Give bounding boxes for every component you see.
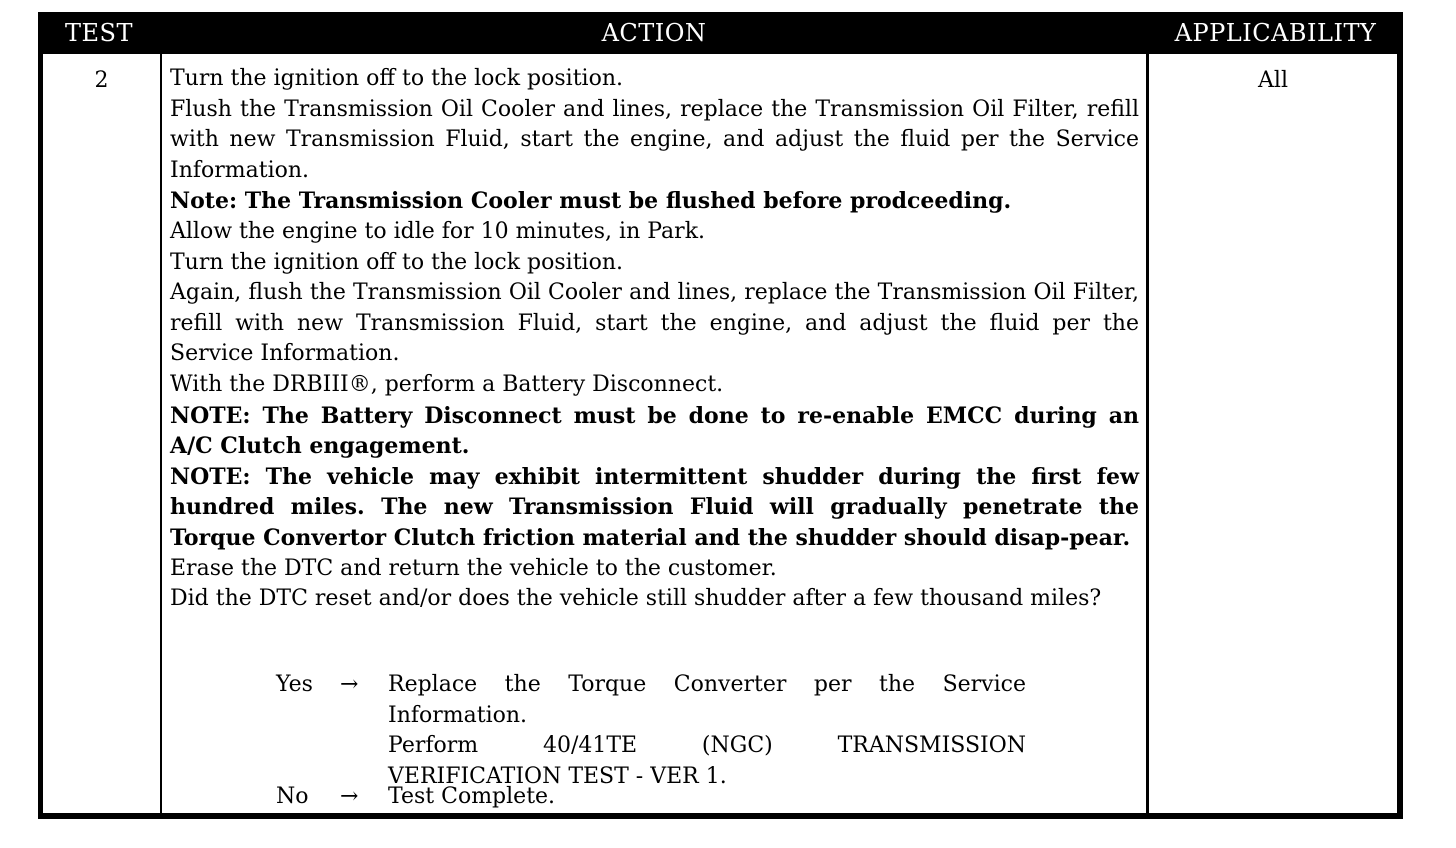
action-step: Note: The Transmission Cooler must be flushed before prodceeding. [170,188,1012,215]
action-step: Turn the ignition off to the lock position. [170,66,623,91]
result-yes-arrow-icon: → [340,672,359,697]
test-table [38,12,1403,819]
result-no-label: No [276,784,309,809]
action-step: With the DRBIII®, perform a Battery Disconnect. [170,371,724,397]
test-number: 2 [94,68,109,93]
action-step: NOTE: The vehicle may exhibit intermittent shudder during the first few hundred miles. The new Transmission Fluid will gradually penetrate the Torque Convertor Clutch friction material and the shudder should disap-pear. [170,463,1139,551]
applicability-value: All [1258,68,1288,93]
result-yes-label: Yes [276,672,313,697]
applicability-cell [1149,54,1397,813]
action-step: Erase the DTC and return the vehicle to the customer. [170,555,777,581]
header-action: ACTION [601,19,707,47]
result-yes [276,670,1036,789]
result-no-text [388,782,1026,813]
action-step: Turn the ignition off to the lock position. [170,249,623,275]
header-applicability: APPLICABILITY [1174,19,1377,47]
action-step: Again, flush the Transmission Oil Cooler and lines, replace the Transmission Oil Filter, refill with new Transmission Fluid, start the engine, and adjust the fluid per the Service Information. [170,280,1139,367]
result-no-arrow-icon: → [340,784,359,809]
result-no-line: Test Complete. [388,784,556,809]
action-cell [162,54,1146,813]
test-cell [43,54,160,813]
action-step: Flush the Transmission Oil Cooler and lines, replace the Transmission Oil Filter, refill with new Transmission Fluid, start the engine, and adjust the fluid per the Service Information. [170,96,1139,183]
action-steps [170,64,1139,615]
action-step: Did the DTC reset and/or does the vehicle still shudder after a few thousand miles? [170,586,1102,612]
action-step: NOTE: The Battery Disconnect must be done to re-enable EMCC during an A/C Clutch engagement. [170,402,1139,460]
result-no [276,782,1036,813]
result-yes-text [388,670,1026,792]
action-step: Allow the engine to idle for 10 minutes, in Park. [170,218,706,244]
header-test: TEST [65,19,133,47]
result-yes-line: Perform 40/41TE (NGC) TRANSMISSION VERIFICATION TEST - VER 1. [388,733,1026,789]
result-yes-line: Replace the Torque Converter per the Service Information. [388,672,1026,728]
